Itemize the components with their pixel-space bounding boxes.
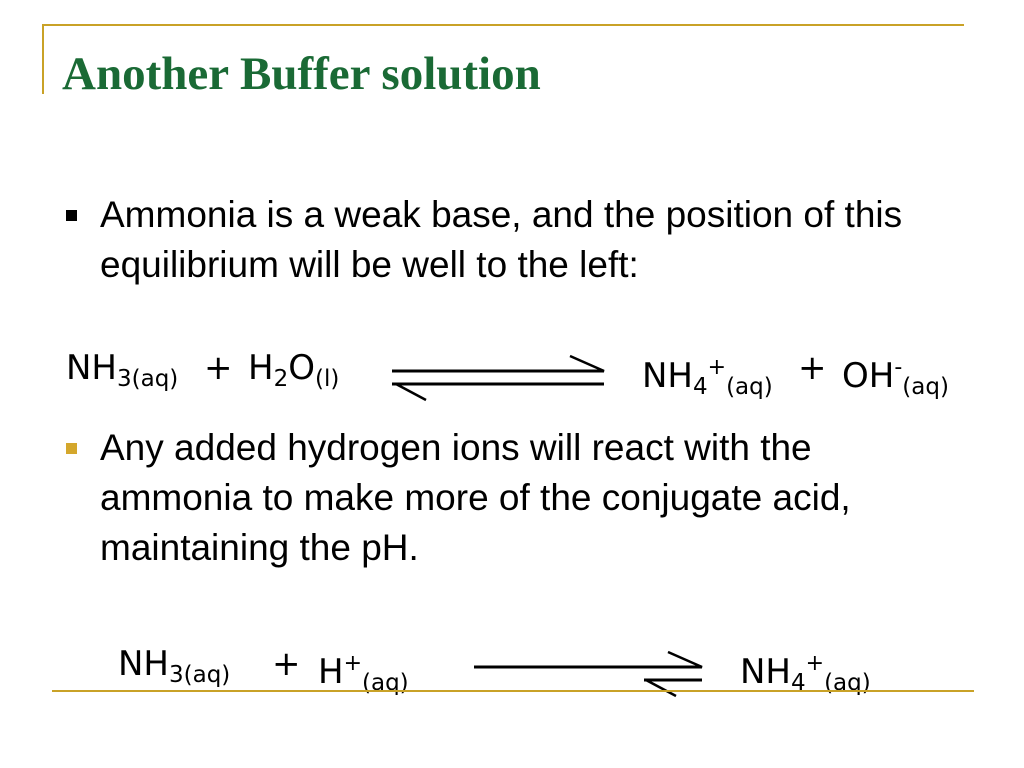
left-border-line — [42, 24, 44, 94]
plus-sign: + — [204, 348, 233, 388]
reactant-ammonia: $NH_{3(aq)}$ — [66, 348, 179, 392]
bullet-text-2: Any added hydrogen ions will react with the ammonia to make more of the conjugate acid, maintaining the pH. — [100, 427, 851, 568]
bottom-border-line — [52, 690, 974, 692]
reactant-water: $H_2O_{(l)}$ — [248, 348, 340, 392]
square-bullet-icon — [66, 210, 77, 221]
square-bullet-icon — [66, 443, 77, 454]
top-border-line — [42, 24, 964, 26]
equilibrium-arrow-icon — [470, 648, 710, 700]
plus-sign: + — [272, 644, 301, 684]
plus-sign: + — [798, 348, 827, 388]
equation-ammonia-hydrogen — [118, 642, 918, 702]
product-ammonium: $NH_4^+_{(aq)}$ — [740, 651, 871, 696]
reactant-hydrogen-ion: $H^+_{(aq)}$ — [318, 651, 409, 696]
equation-ammonia-water — [66, 346, 966, 406]
slide-title: Another Buffer solution — [62, 48, 541, 100]
bullet-text-1: Ammonia is a weak base, and the position of this equilibrium will be well to the left: — [100, 194, 903, 285]
product-hydroxide: $OH^-_{(aq)}$ — [842, 355, 949, 400]
reactant-ammonia: $NH_{3(aq)}$ — [118, 644, 231, 688]
product-ammonium: $NH_4^+_{(aq)}$ — [642, 355, 773, 400]
equilibrium-arrow-icon — [388, 352, 610, 404]
